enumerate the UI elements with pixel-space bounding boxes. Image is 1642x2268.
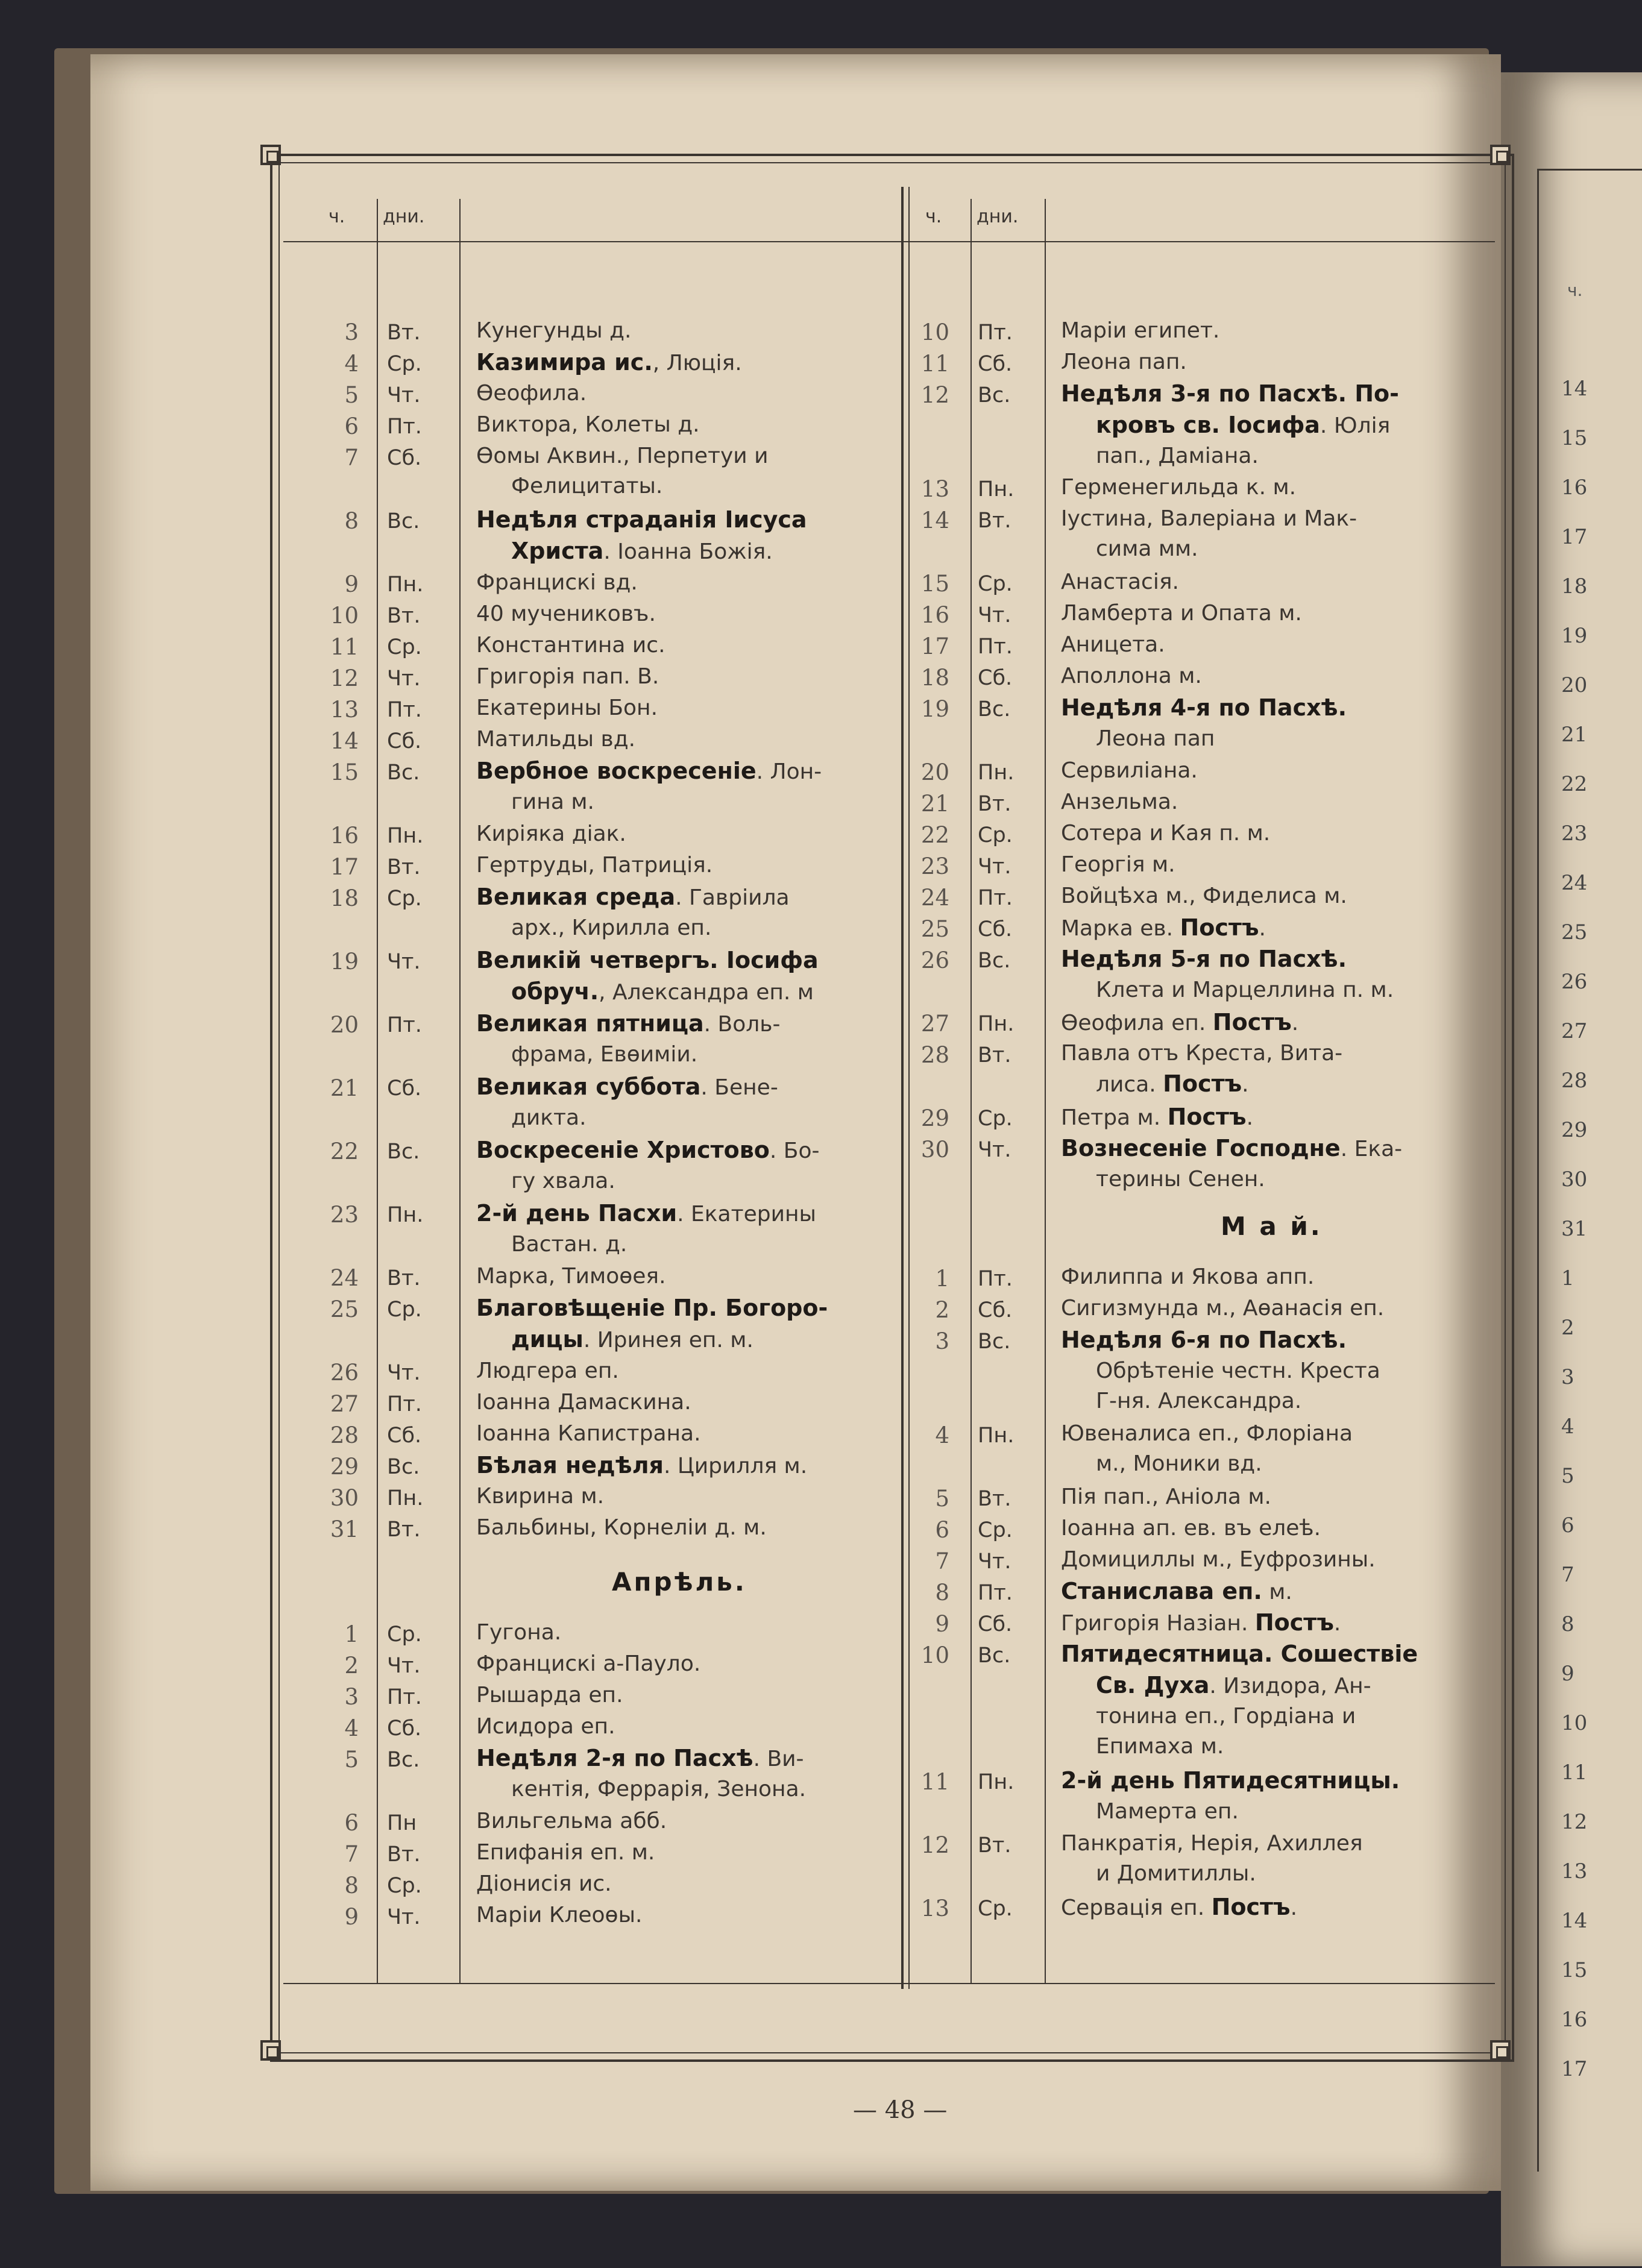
- feast-entry: Недѣля 5-я по Пасхѣ. Клета и Марцеллина п. м.: [1061, 946, 1394, 1002]
- weekday: Пн: [387, 1811, 417, 1835]
- weekday: Вт.: [387, 855, 421, 879]
- date-number: 3: [935, 1328, 949, 1354]
- weekday: Пн.: [978, 761, 1014, 785]
- next-page-date: 8: [1561, 1612, 1574, 1636]
- weekday: Ср.: [387, 352, 422, 376]
- feast-entry: Благовѣщеніе Пр. Богоро- дицы. Иринея еп. м.: [476, 1295, 828, 1352]
- weekday: Вс.: [978, 383, 1011, 407]
- date-number: 13: [920, 476, 949, 502]
- weekday: Вс.: [387, 1748, 420, 1772]
- feast-entry: Іоанна Дамаскина.: [476, 1390, 691, 1415]
- weekday: Вс.: [387, 509, 420, 533]
- feast-entry: Анзельма.: [1061, 790, 1178, 814]
- date-number: 19: [920, 696, 949, 722]
- weekday: Чт.: [387, 667, 421, 691]
- weekday: Сб.: [978, 352, 1013, 376]
- feast-entry: Великій четвергъ. Іосифа обруч., Александра еп. м: [476, 947, 819, 1005]
- weekday: Ср.: [978, 1107, 1013, 1131]
- date-number: 16: [920, 602, 949, 628]
- next-page-date: 27: [1561, 1019, 1588, 1043]
- weekday: Сб.: [978, 1612, 1013, 1636]
- date-number: 8: [344, 1873, 359, 1899]
- feast-entry: Кунегунды д.: [476, 318, 632, 343]
- weekday: Вт.: [978, 1487, 1011, 1511]
- feast-entry: Великая пятница. Воль- фрама, Евѳиміи.: [476, 1010, 781, 1067]
- feast-entry: Өеофила.: [476, 381, 587, 406]
- date-number: 7: [935, 1548, 949, 1574]
- next-page-frame: [1537, 169, 1642, 2172]
- weekday: Вт.: [978, 792, 1011, 816]
- next-page-date: 11: [1561, 1761, 1588, 1785]
- next-page-date: 15: [1561, 426, 1588, 450]
- weekday: Чт.: [387, 1361, 421, 1385]
- feast-entry: Недѣля 2-я по Пасхѣ. Ви- кентія, Феррарія, Зенона.: [476, 1745, 807, 1802]
- feast-entry: Өеофила еп. Постъ.: [1061, 1009, 1299, 1035]
- date-number: 24: [920, 885, 949, 911]
- date-number: 23: [920, 853, 949, 879]
- next-page-date: 24: [1561, 871, 1588, 895]
- feast-entry: Герменегильда к. м.: [1061, 475, 1297, 500]
- date-number: 18: [920, 665, 949, 691]
- weekday: Вт.: [978, 1043, 1011, 1067]
- date-number: 11: [920, 1769, 949, 1795]
- right-day-separator: [1045, 199, 1046, 1983]
- feast-entry: Марка, Тимоѳея.: [476, 1264, 666, 1289]
- feast-entry: Недѣля 3-я по Пасхѣ. По- кровъ св. Іосифа. Юлія пап., Даміана.: [1061, 380, 1399, 468]
- date-number: 12: [330, 665, 359, 691]
- feast-entry: Бальбины, Корнеліи д. м.: [476, 1515, 767, 1540]
- next-page-date: 25: [1561, 920, 1588, 944]
- weekday: Сб.: [978, 917, 1013, 941]
- right-num-header: ч.: [925, 206, 942, 227]
- next-page-date: 19: [1561, 624, 1588, 648]
- next-page-date: 6: [1561, 1513, 1574, 1538]
- date-number: 11: [920, 351, 949, 377]
- next-page-date: 14: [1561, 1909, 1588, 1933]
- weekday: Пн.: [978, 1424, 1014, 1448]
- next-page-date: 15: [1561, 1958, 1588, 1982]
- date-number: 30: [330, 1485, 359, 1511]
- page-number: — 48 —: [853, 2096, 948, 2124]
- weekday: Ср.: [978, 572, 1013, 596]
- feast-entry: Сервація еп. Постъ.: [1061, 1894, 1298, 1920]
- date-number: 9: [344, 1904, 359, 1930]
- feast-entry: Бѣлая недѣля. Цирилля м.: [476, 1452, 808, 1478]
- next-page-date: 17: [1561, 525, 1588, 549]
- weekday: Вт.: [387, 321, 421, 345]
- feast-entry: Маріи египет.: [1061, 318, 1220, 343]
- date-number: 10: [330, 603, 359, 629]
- date-number: 22: [330, 1139, 359, 1164]
- weekday: Вт.: [387, 1518, 421, 1542]
- frame-corner-ornament: [260, 2040, 281, 2061]
- weekday: Чт.: [978, 855, 1011, 879]
- date-number: 17: [920, 633, 949, 659]
- date-number: 6: [935, 1517, 949, 1543]
- date-number: 28: [920, 1042, 949, 1068]
- date-number: 9: [344, 571, 359, 597]
- feast-entry: Епифанія еп. м.: [476, 1840, 655, 1865]
- frame-corner-ornament: [1490, 2040, 1511, 2061]
- feast-entry: Вильгельма абб.: [476, 1809, 667, 1833]
- date-number: 4: [935, 1422, 949, 1448]
- date-number: 15: [330, 759, 359, 785]
- feast-entry: Пія пап., Аніола м.: [1061, 1484, 1271, 1509]
- date-number: 14: [920, 507, 949, 533]
- feast-entry: Киріяка діак.: [476, 821, 626, 846]
- feast-entry: Іустина, Валеріана и Мак- сима мм.: [1061, 506, 1357, 561]
- date-number: 4: [344, 351, 359, 377]
- weekday: Вс.: [978, 1644, 1011, 1668]
- date-number: 29: [920, 1105, 949, 1131]
- date-number: 5: [344, 1747, 359, 1773]
- weekday: Вс.: [978, 949, 1011, 973]
- feast-entry: Рышарда еп.: [476, 1683, 623, 1707]
- next-page-date: 23: [1561, 821, 1588, 846]
- weekday: Ср.: [978, 1518, 1013, 1542]
- weekday: Чт.: [387, 950, 421, 974]
- next-page-date: 20: [1561, 673, 1588, 697]
- date-number: 1: [344, 1621, 359, 1647]
- right-day-header: дни.: [977, 206, 1019, 227]
- next-page-date: 7: [1561, 1563, 1574, 1587]
- weekday: Пт.: [978, 886, 1013, 910]
- weekday: Пн.: [387, 1203, 424, 1227]
- date-number: 27: [920, 1011, 949, 1037]
- date-number: 20: [330, 1012, 359, 1038]
- date-number: 5: [344, 382, 359, 408]
- weekday: Пн.: [978, 477, 1014, 501]
- weekday: Пт.: [978, 635, 1013, 659]
- date-number: 10: [920, 319, 949, 345]
- weekday: Пн.: [978, 1770, 1014, 1794]
- date-number: 6: [344, 1810, 359, 1836]
- feast-entry: Филиппа и Якова апп.: [1061, 1264, 1315, 1289]
- feast-entry: Григорія пап. В.: [476, 664, 659, 689]
- weekday: Пн.: [978, 1012, 1014, 1036]
- next-page-date: 5: [1561, 1464, 1574, 1488]
- weekday: Пт.: [387, 1013, 422, 1037]
- date-number: 10: [920, 1642, 949, 1668]
- date-number: 22: [920, 822, 949, 848]
- date-number: 8: [935, 1580, 949, 1606]
- date-number: 21: [920, 791, 949, 817]
- date-number: 2: [935, 1297, 949, 1323]
- month-heading: М а й.: [1221, 1211, 1323, 1241]
- feast-entry: Сервиліана.: [1061, 758, 1198, 783]
- date-number: 24: [330, 1265, 359, 1291]
- feast-entry: Діонисія ис.: [476, 1871, 612, 1896]
- weekday: Вс.: [387, 1140, 420, 1164]
- date-number: 3: [344, 319, 359, 345]
- weekday: Сб.: [387, 446, 422, 470]
- right-num-separator: [970, 199, 972, 1983]
- feast-entry: Пятидесятница. Сошествіе Св. Духа. Изидора, Ан- тонина еп., Гордіана и Епимаха м.: [1061, 1641, 1418, 1759]
- feast-entry: Анастасія.: [1061, 570, 1179, 594]
- feast-entry: Панкратія, Нерія, Ахиллея и Домитиллы.: [1061, 1831, 1363, 1886]
- feast-entry: Вербное воскресеніе. Лон- гина м.: [476, 758, 822, 814]
- date-number: 29: [330, 1454, 359, 1480]
- weekday: Ср.: [387, 887, 422, 911]
- feast-entry: Недѣля 6-я по Пасхѣ. Обрѣтеніе честн. Креста Г-ня. Александра.: [1061, 1327, 1380, 1413]
- next-page-date: 4: [1561, 1415, 1574, 1439]
- date-number: 25: [330, 1296, 359, 1322]
- feast-entry: Францискі а-Пауло.: [476, 1651, 701, 1676]
- date-number: 25: [920, 916, 949, 942]
- feast-entry: Аницета.: [1061, 632, 1165, 657]
- date-number: 14: [330, 728, 359, 754]
- weekday: Вт.: [387, 1842, 421, 1867]
- next-page-date: 16: [1561, 2008, 1588, 2032]
- feast-entry: Аполлона м.: [1061, 664, 1202, 688]
- date-number: 11: [330, 634, 359, 660]
- feast-entry: Недѣля 4-я по Пасхѣ. Леона пап: [1061, 694, 1347, 751]
- weekday: Вс.: [387, 1455, 420, 1479]
- date-number: 21: [330, 1075, 359, 1101]
- date-number: 28: [330, 1422, 359, 1448]
- weekday: Пт.: [387, 1685, 422, 1709]
- date-number: 13: [330, 697, 359, 723]
- date-number: 15: [920, 571, 949, 597]
- feast-entry: Виктора, Колеты д.: [476, 412, 700, 437]
- weekday: Сб.: [387, 1076, 422, 1101]
- next-page-date: 21: [1561, 723, 1588, 747]
- date-number: 20: [920, 759, 949, 785]
- footer-rule: [283, 1983, 1495, 1984]
- date-number: 2: [344, 1653, 359, 1679]
- next-page-date: 29: [1561, 1118, 1588, 1142]
- center-separator: [901, 187, 904, 1989]
- date-number: 23: [330, 1202, 359, 1228]
- weekday: Вс.: [978, 697, 1011, 721]
- frame-corner-ornament: [260, 145, 281, 165]
- date-number: 9: [935, 1611, 949, 1637]
- next-page-date: 10: [1561, 1711, 1588, 1735]
- header-rule: [283, 241, 1495, 242]
- weekday: Вт.: [978, 1833, 1011, 1858]
- weekday: Пн.: [387, 824, 424, 848]
- weekday: Пт.: [978, 1581, 1013, 1605]
- date-number: 1: [935, 1266, 949, 1292]
- weekday: Пн.: [387, 1486, 424, 1510]
- feast-entry: Екатерины Бон.: [476, 696, 658, 720]
- weekday: Вт.: [978, 509, 1011, 533]
- feast-entry: Исидора еп.: [476, 1714, 615, 1739]
- month-heading: Апрѣль.: [612, 1567, 747, 1597]
- date-number: 30: [920, 1137, 949, 1163]
- feast-entry: Великая среда. Гавріила арх., Кирилла еп.: [476, 884, 790, 940]
- feast-entry: 2-й день Пасхи. Екатерины Вастан. д.: [476, 1200, 816, 1257]
- date-number: 5: [935, 1486, 949, 1512]
- date-number: 16: [330, 823, 359, 849]
- feast-entry: Квирина м.: [476, 1484, 605, 1509]
- feast-entry: Воскресеніе Христово. Бо- гу хвала.: [476, 1137, 820, 1193]
- date-number: 13: [920, 1896, 949, 1921]
- date-number: 26: [920, 947, 949, 973]
- next-page-date: 30: [1561, 1167, 1588, 1192]
- frame-corner-ornament: [1490, 145, 1511, 165]
- feast-entry: Марка ев. Постъ.: [1061, 914, 1266, 941]
- weekday: Пт.: [387, 415, 422, 439]
- feast-entry: Недѣля страданія Іисуса Христа. Іоанна Божія.: [476, 506, 807, 564]
- weekday: Чт.: [387, 1654, 421, 1678]
- feast-entry: Казимира ис., Люція.: [476, 349, 742, 375]
- date-number: 27: [330, 1391, 359, 1417]
- feast-entry: Павла отъ Креста, Вита- лиса. Постъ.: [1061, 1041, 1343, 1097]
- feast-entry: Өомы Аквин., Перпетуи и Фелицитаты.: [476, 444, 769, 498]
- feast-entry: Сотера и Кая п. м.: [1061, 821, 1271, 846]
- feast-entry: Леона пап.: [1061, 350, 1187, 374]
- date-number: 17: [330, 854, 359, 880]
- center-separator-inner: [908, 187, 910, 1989]
- weekday: Пн.: [387, 573, 424, 597]
- date-number: 26: [330, 1360, 359, 1386]
- next-page-date: 12: [1561, 1810, 1588, 1834]
- weekday: Чт.: [978, 603, 1011, 627]
- next-page-edge: [1501, 72, 1642, 2266]
- feast-entry: Людгера еп.: [476, 1359, 619, 1383]
- feast-entry: Ламберта и Опата м.: [1061, 601, 1302, 626]
- weekday: Ср.: [387, 635, 422, 659]
- feast-entry: Станислава еп. м.: [1061, 1578, 1292, 1604]
- next-page-date: 28: [1561, 1069, 1588, 1093]
- date-number: 12: [920, 382, 949, 408]
- feast-entry: 2-й день Пятидесятницы. Мамерта еп.: [1061, 1767, 1400, 1824]
- next-page-date: 22: [1561, 772, 1588, 796]
- date-number: 7: [344, 445, 359, 471]
- feast-entry: Войцѣха м., Фиделиса м.: [1061, 884, 1347, 908]
- date-number: 19: [330, 949, 359, 975]
- weekday: Сб.: [978, 666, 1013, 690]
- date-number: 18: [330, 885, 359, 911]
- weekday: Вт.: [387, 1266, 421, 1290]
- weekday: Сб.: [387, 1424, 422, 1448]
- feast-entry: Маріи Клеоѳы.: [476, 1903, 643, 1927]
- feast-entry: Сигизмунда м., Аѳанасія еп.: [1061, 1296, 1385, 1321]
- feast-entry: Францискі вд.: [476, 570, 638, 595]
- date-number: 31: [330, 1516, 359, 1542]
- next-page-date: 14: [1561, 377, 1588, 401]
- date-number: 4: [344, 1715, 359, 1741]
- weekday: Вт.: [387, 604, 421, 628]
- date-number: 3: [344, 1684, 359, 1710]
- feast-entry: Гугона.: [476, 1620, 562, 1645]
- feast-entry: Григорія Назіан. Постъ.: [1061, 1609, 1341, 1636]
- weekday: Ср.: [978, 1897, 1013, 1921]
- weekday: Чт.: [978, 1550, 1011, 1574]
- weekday: Пт.: [387, 1392, 422, 1416]
- feast-entry: 40 мучениковъ.: [476, 602, 656, 626]
- weekday: Чт.: [387, 1905, 421, 1929]
- next-page-date: 9: [1561, 1662, 1574, 1686]
- weekday: Ср.: [387, 1298, 422, 1322]
- weekday: Сб.: [387, 729, 422, 753]
- next-page-date: 17: [1561, 2057, 1588, 2081]
- left-day-separator: [459, 199, 461, 1983]
- feast-entry: Домициллы м., Еуфрозины.: [1061, 1547, 1376, 1572]
- next-page-date: 3: [1561, 1365, 1574, 1389]
- next-page-date: 26: [1561, 970, 1588, 994]
- left-num-separator: [377, 199, 378, 1983]
- date-number: 8: [344, 508, 359, 534]
- next-page-date: 16: [1561, 476, 1588, 500]
- feast-entry: Іоанна Капистрана.: [476, 1421, 701, 1446]
- feast-entry: Константина ис.: [476, 633, 665, 658]
- date-number: 7: [344, 1841, 359, 1867]
- weekday: Вс.: [387, 761, 420, 785]
- feast-entry: Георгія м.: [1061, 852, 1175, 877]
- next-page-date: 31: [1561, 1217, 1588, 1241]
- weekday: Пт.: [978, 321, 1013, 345]
- next-page-date: 2: [1561, 1316, 1574, 1340]
- left-num-header: ч.: [329, 206, 345, 227]
- feast-entry: Іоанна ап. ев. въ елеѣ.: [1061, 1516, 1321, 1541]
- weekday: Ср.: [387, 1622, 422, 1647]
- next-page-date: 18: [1561, 574, 1588, 598]
- feast-entry: Матильды вд.: [476, 727, 636, 752]
- feast-entry: Петра м. Постъ.: [1061, 1104, 1254, 1130]
- weekday: Чт.: [387, 383, 421, 407]
- next-page-date: 1: [1561, 1266, 1574, 1290]
- date-number: 6: [344, 413, 359, 439]
- weekday: Вс.: [978, 1330, 1011, 1354]
- weekday: Ср.: [387, 1874, 422, 1898]
- weekday: Сб.: [978, 1298, 1013, 1322]
- weekday: Сб.: [387, 1717, 422, 1741]
- next-page-header: ч.: [1567, 280, 1583, 300]
- feast-entry: Гертруды, Патриція.: [476, 853, 713, 878]
- next-page-date: 13: [1561, 1859, 1588, 1883]
- weekday: Пт.: [387, 698, 422, 722]
- feast-entry: Вознесеніе Господне. Ека- терины Сенен.: [1061, 1135, 1403, 1192]
- weekday: Пт.: [978, 1267, 1013, 1291]
- left-day-header: дни.: [383, 206, 425, 227]
- date-number: 12: [920, 1832, 949, 1858]
- feast-entry: Великая суббота. Бене- дикта.: [476, 1073, 778, 1130]
- feast-entry: Ювеналиса еп., Флоріана м., Моники вд.: [1061, 1421, 1353, 1476]
- weekday: Чт.: [978, 1138, 1011, 1162]
- weekday: Ср.: [978, 823, 1013, 847]
